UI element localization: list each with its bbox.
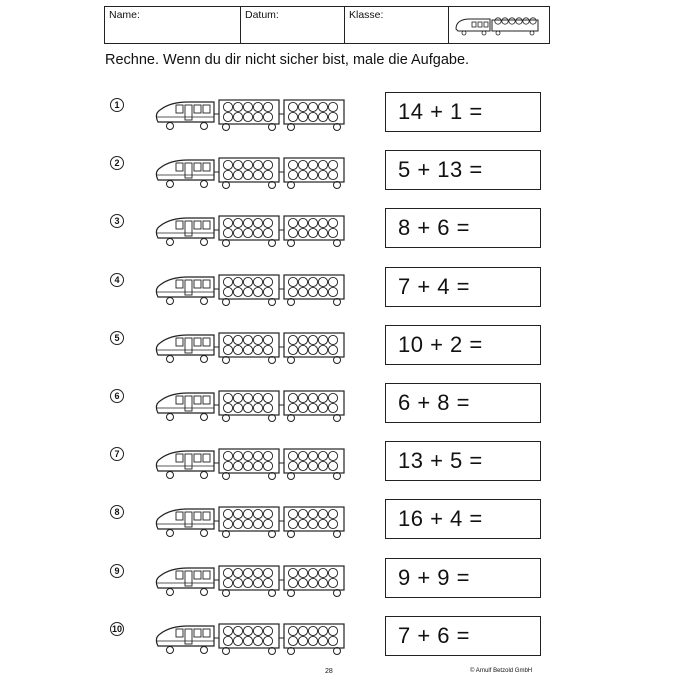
- task-row: [0, 616, 680, 662]
- task-expression: 6 + 8 =: [398, 390, 471, 415]
- datum-field[interactable]: [241, 7, 345, 43]
- instruction-text: Rechne. Wenn du dir nicht sicher bist, male die Aufgabe.: [105, 52, 470, 68]
- task-number: 2: [114, 158, 120, 169]
- task-number-badge: [110, 564, 124, 578]
- klasse-label: Klasse:: [349, 9, 384, 21]
- train-picture-icon: [152, 558, 350, 607]
- task-number-badge: [110, 331, 124, 345]
- task-box[interactable]: [385, 150, 541, 190]
- train-picture-icon: [152, 92, 350, 141]
- task-expression: 16 + 4 =: [398, 506, 483, 532]
- task-number: 3: [114, 216, 120, 227]
- task-expression: 9 + 9 =: [398, 564, 471, 590]
- copyright-text: © Arnulf Betzold GmbH: [470, 668, 533, 674]
- name-field[interactable]: [105, 7, 241, 43]
- train-picture-icon: [152, 383, 350, 432]
- task-box[interactable]: [385, 208, 541, 248]
- task-row: [0, 441, 680, 487]
- train-picture-icon: [152, 499, 350, 548]
- task-number: 7: [114, 449, 120, 460]
- task-box[interactable]: [385, 499, 541, 539]
- task-expression: 10 + 2 =: [398, 331, 483, 357]
- task-box[interactable]: [385, 558, 541, 598]
- task-number-badge: [110, 389, 124, 403]
- train-picture-icon: [152, 150, 350, 199]
- task-box[interactable]: [385, 325, 541, 365]
- name-label: Name:: [109, 9, 140, 21]
- task-box[interactable]: [385, 267, 541, 307]
- task-box[interactable]: [385, 383, 541, 423]
- train-picture-icon: [152, 325, 350, 374]
- task-number: 10: [111, 623, 122, 634]
- train-picture-icon: [152, 208, 350, 257]
- task-number: 9: [114, 565, 120, 576]
- train-picture-icon: [152, 441, 350, 490]
- task-expression: 8 + 6 =: [398, 215, 471, 241]
- train-picture-icon: [152, 267, 350, 316]
- task-number: 5: [114, 332, 120, 343]
- task-number-badge: [110, 214, 124, 228]
- task-row: [0, 150, 680, 196]
- task-box[interactable]: [385, 616, 541, 656]
- header-table: [104, 6, 550, 44]
- page-number: 28: [325, 668, 333, 675]
- task-number-badge: [110, 273, 124, 287]
- task-row: [0, 325, 680, 371]
- task-expression: 14 + 1 =: [398, 99, 483, 124]
- task-box[interactable]: [385, 92, 541, 132]
- task-number: 4: [114, 274, 120, 285]
- task-expression: 13 + 5 =: [398, 448, 483, 474]
- task-number: 6: [114, 391, 120, 401]
- task-row: [0, 383, 680, 429]
- task-row: [0, 499, 680, 545]
- task-expression: 7 + 4 =: [398, 273, 471, 299]
- task-box[interactable]: [385, 441, 541, 481]
- task-number-badge: [110, 98, 124, 112]
- train-logo-icon: [449, 7, 549, 43]
- task-row: [0, 92, 680, 138]
- train-picture-icon: [152, 616, 350, 665]
- task-row: [0, 208, 680, 254]
- klasse-field[interactable]: [345, 7, 449, 43]
- task-number-badge: [110, 622, 124, 636]
- task-expression: 5 + 13 =: [398, 157, 483, 183]
- task-row: [0, 558, 680, 604]
- task-number-badge: [110, 505, 124, 519]
- task-number: 1: [114, 100, 120, 110]
- task-number: 8: [114, 507, 120, 518]
- task-number-badge: [110, 447, 124, 461]
- datum-label: Datum:: [245, 9, 279, 21]
- task-row: [0, 267, 680, 313]
- task-number-badge: [110, 156, 124, 170]
- task-expression: 7 + 6 =: [398, 622, 471, 648]
